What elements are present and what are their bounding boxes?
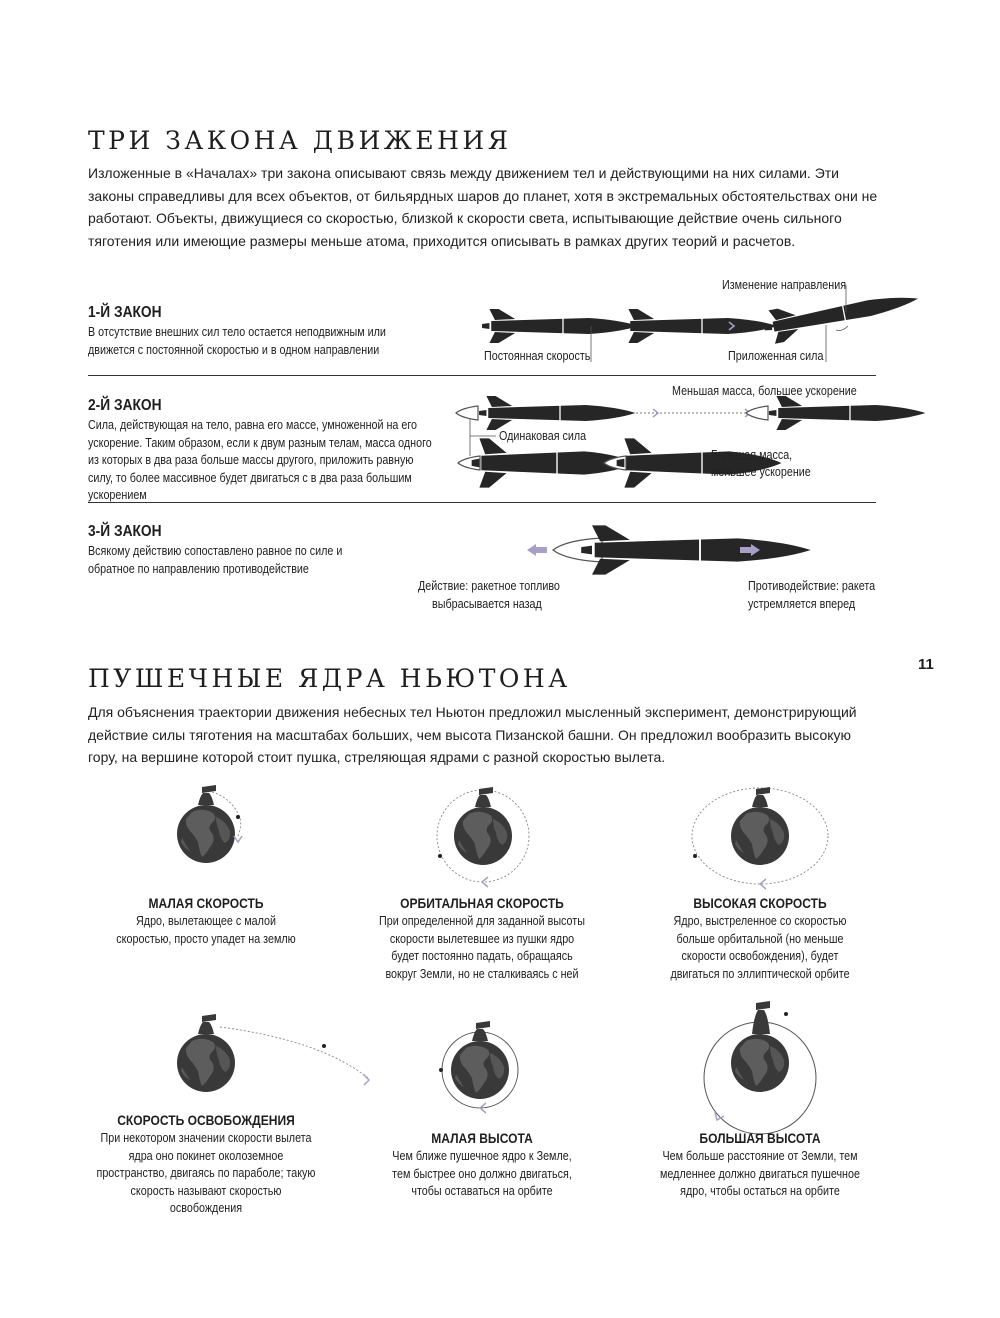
law3-text: Всякому действию сопоставлено равное по силе и обратное по направлению противодействие: [88, 544, 343, 576]
law2-label-same-force: Одинаковая сила: [499, 429, 587, 443]
cannon-high-speed-text: Ядро, выстреленное со скоростью больше орбитальной (но меньше скорости освобождения), будет двигаться по эллиптической орбите: [670, 914, 850, 981]
section-intro-laws: Изложенные в «Началах» три закона описывают связь между движением тел и действующими на них силами. Эти законы справедливы для всех объектов, от бильярдных шаров до планет, хотя в экстремальных обстоятельствах они не работают. Объекты, движущиеся со скоростью, близкой к скорости света, испытывающие действие очень сильного тяготения или имеющие размеры меньше атома, приходится описывать в рамках других теорий и расчетов.: [88, 165, 878, 249]
cannon-high-altitude-text: Чем больше расстояние от Земли, тем медленнее должно двигаться пушечное ядро, чтобы остаться на орбите: [660, 1149, 860, 1198]
law1-title: 1-Й ЗАКОН: [88, 304, 162, 321]
cannon-high-altitude: [704, 1001, 816, 1134]
section-title-cannonballs: ПУШЕЧНЫЕ ЯДРА НЬЮТОНА: [88, 664, 571, 693]
cannon-low-speed-text: Ядро, вылетающее с малой скоростью, просто упадет на землю: [116, 914, 296, 946]
divider: [88, 502, 876, 503]
law1-label-constant-speed: Постоянная скорость: [484, 349, 591, 363]
cannon-high-altitude-title: БОЛЬШАЯ ВЫСОТА: [699, 1130, 821, 1146]
cannon-low-speed: [177, 785, 242, 863]
section-intro-cannonballs: Для объяснения траектории движения небесных тел Ньютон предложил мысленный эксперимент, демонстрирующий действие силы тяготения на масштабах больших, чем высота Пизанской башни. Он предложил вообразить высокую гору, на вершине которой стоит пушка, стреляющая ядрами с разной скоростью вылета.: [88, 704, 857, 765]
cannon-high-speed: [692, 787, 828, 889]
cannon-low-altitude-text: Чем ближе пушечное ядро к Земле, тем быстрее оно должно двигаться, чтобы оставаться на орбите: [392, 1149, 572, 1198]
law1-label-applied-force: Приложенная сила: [728, 349, 824, 363]
cannon-escape-text: При некотором значении скорости вылета ядра оно покинет околоземное пространство, двигаясь по параболе; такую скорость называют скоростью освобождения: [96, 1131, 316, 1215]
page-number: 11: [918, 656, 934, 673]
law3-diagram: [527, 525, 811, 574]
law1-text: В отсутствие внешних сил тело остается неподвижным или движется с постоянной скоростью и в одном направлении: [88, 325, 386, 357]
cannon-low-altitude-title: МАЛАЯ ВЫСОТА: [431, 1130, 533, 1146]
cannon-escape-title: СКОРОСТЬ ОСВОБОЖДЕНИЯ: [117, 1112, 295, 1128]
law3-title: 3-Й ЗАКОН: [88, 523, 162, 540]
cannon-high-speed-title: ВЫСОКАЯ СКОРОСТЬ: [693, 895, 827, 911]
cannon-low-speed-title: МАЛАЯ СКОРОСТЬ: [148, 895, 264, 911]
cannon-orbital-title: ОРБИТАЛЬНАЯ СКОРОСТЬ: [400, 895, 564, 911]
law3-label-action-1: Действие: ракетное топливо: [418, 579, 560, 593]
section-title-laws: ТРИ ЗАКОНА ДВИЖЕНИЯ: [88, 126, 512, 155]
law3-label-action-2: выбрасывается назад: [432, 597, 542, 611]
divider: [88, 375, 876, 376]
law2-label-bigger-mass-2: меньшее ускорение: [711, 465, 811, 479]
law3-label-reaction-2: устремляется вперед: [748, 597, 856, 611]
cannon-escape: [177, 1014, 369, 1092]
cannon-orbital-text: При определенной для заданной высоты скорости вылетевшее из пушки ядро будет постоянно падать, обращаясь вокруг Земли, но не сталкиваясь с ней: [379, 914, 585, 981]
law2-text: Сила, действующая на тело, равна его массе, умноженной на его ускорение. Таким образом, если к двум разным телам, масса одного из которых в два раза больше массы другого, приложить равную силу, то более массивное будет двигаться с в два раза большим ускорением: [88, 418, 432, 502]
law2-label-bigger-mass-1: Большая масса,: [711, 448, 793, 462]
law3-label-reaction-1: Противодействие: ракета: [748, 579, 876, 593]
law1-label-direction-change: Изменение направления: [722, 278, 847, 292]
cannon-orbital: [437, 787, 529, 887]
cannon-low-altitude: [439, 1021, 518, 1113]
law2-title: 2-Й ЗАКОН: [88, 397, 162, 414]
law2-label-smaller-mass: Меньшая масса, большее ускорение: [672, 384, 857, 398]
